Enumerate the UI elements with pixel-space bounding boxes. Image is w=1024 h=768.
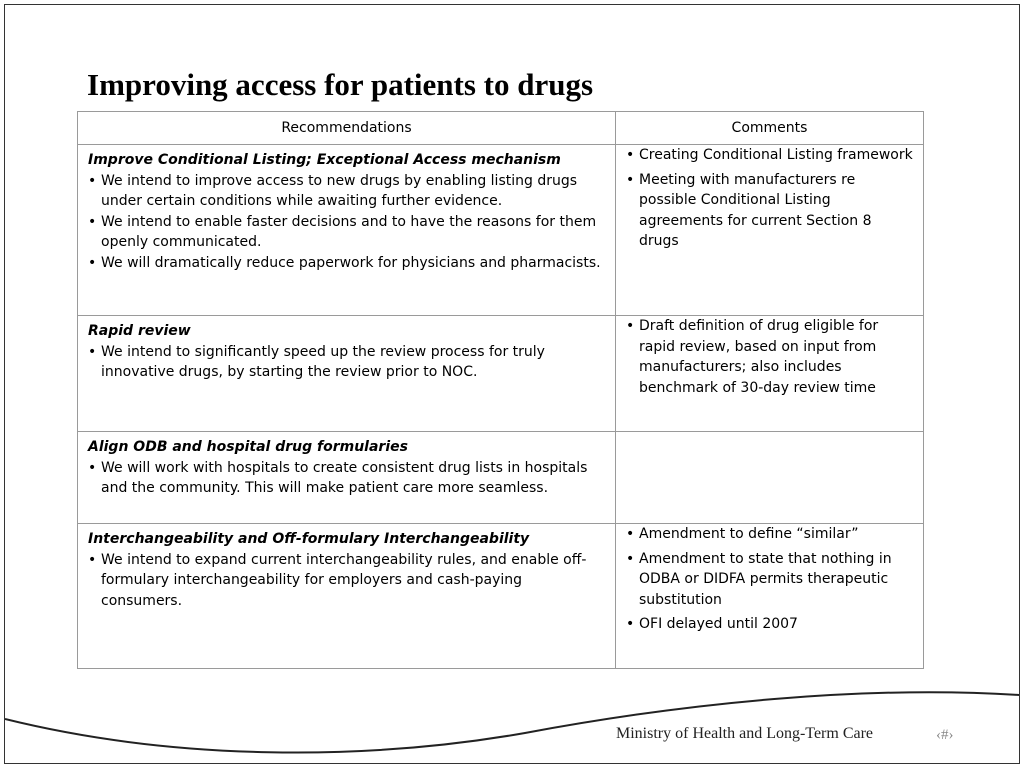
recommendation-cell (78, 145, 616, 316)
header-comments: Comments (616, 112, 924, 145)
recommendation-heading: Rapid review (88, 323, 191, 339)
recommendation-cell (78, 316, 616, 432)
footer-swoosh-curve (5, 673, 1019, 763)
ministry-name: Ministry of Health and Long-Term Care (616, 725, 874, 742)
table-row (78, 432, 924, 524)
recommendation-bullets (88, 342, 605, 383)
table-row (78, 316, 924, 432)
recommendation-bullets (88, 171, 605, 274)
list-item: • Meeting with manufacturers re possible Conditional Listing agreements for current Section 8 drugs (626, 170, 913, 252)
list-item: • We intend to significantly speed up the review process for truly innovative drugs, by starting the review prior to NOC. (88, 342, 605, 383)
recommendation-bullets (88, 458, 605, 499)
list-item: • Draft definition of drug eligible for rapid review, based on input from manufacturers; also includes benchmark of 30-day review time (626, 316, 913, 398)
list-item: • We will dramatically reduce paperwork for physicians and pharmacists. (88, 253, 605, 274)
recommendation-heading: Interchangeability and Off-formulary Interchangeability (88, 531, 530, 547)
slide-title: Improving access for patients to drugs (87, 67, 594, 102)
slide (4, 4, 1020, 764)
recommendation-heading: Align ODB and hospital drug formularies (88, 439, 408, 455)
comment-cell (616, 316, 924, 432)
comment-bullets (626, 524, 913, 635)
list-item: • Amendment to state that nothing in ODBA or DIDFA permits therapeutic substitution (626, 549, 913, 611)
recommendation-cell (78, 432, 616, 524)
list-item: • We intend to expand current interchangeability rules, and enable off-formulary interchangeability for employers and cash-paying consumers. (88, 550, 605, 612)
list-item: • OFI delayed until 2007 (626, 614, 913, 635)
page-number: ‹#› (936, 727, 954, 743)
recommendation-bullets (88, 550, 605, 612)
comment-bullets (626, 316, 913, 398)
table-row (78, 145, 924, 316)
comment-bullets (626, 145, 913, 252)
table-row (78, 524, 924, 669)
comment-cell-empty (616, 432, 924, 524)
list-item: • Amendment to define “similar” (626, 524, 913, 545)
recommendation-heading: Improve Conditional Listing; Exceptional Access mechanism (88, 152, 561, 168)
table-header-row (78, 112, 924, 145)
list-item: • We intend to improve access to new drugs by enabling listing drugs under certain conditions while awaiting further evidence. (88, 171, 605, 212)
recommendation-cell (78, 524, 616, 669)
list-item: • Creating Conditional Listing framework (626, 145, 913, 166)
comment-cell (616, 524, 924, 669)
list-item: • We intend to enable faster decisions and to have the reasons for them openly communicated. (88, 212, 605, 253)
recommendations-table (77, 111, 924, 669)
list-item: • We will work with hospitals to create consistent drug lists in hospitals and the community. This will make patient care more seamless. (88, 458, 605, 499)
comment-cell (616, 145, 924, 316)
header-recommendations: Recommendations (78, 112, 616, 145)
